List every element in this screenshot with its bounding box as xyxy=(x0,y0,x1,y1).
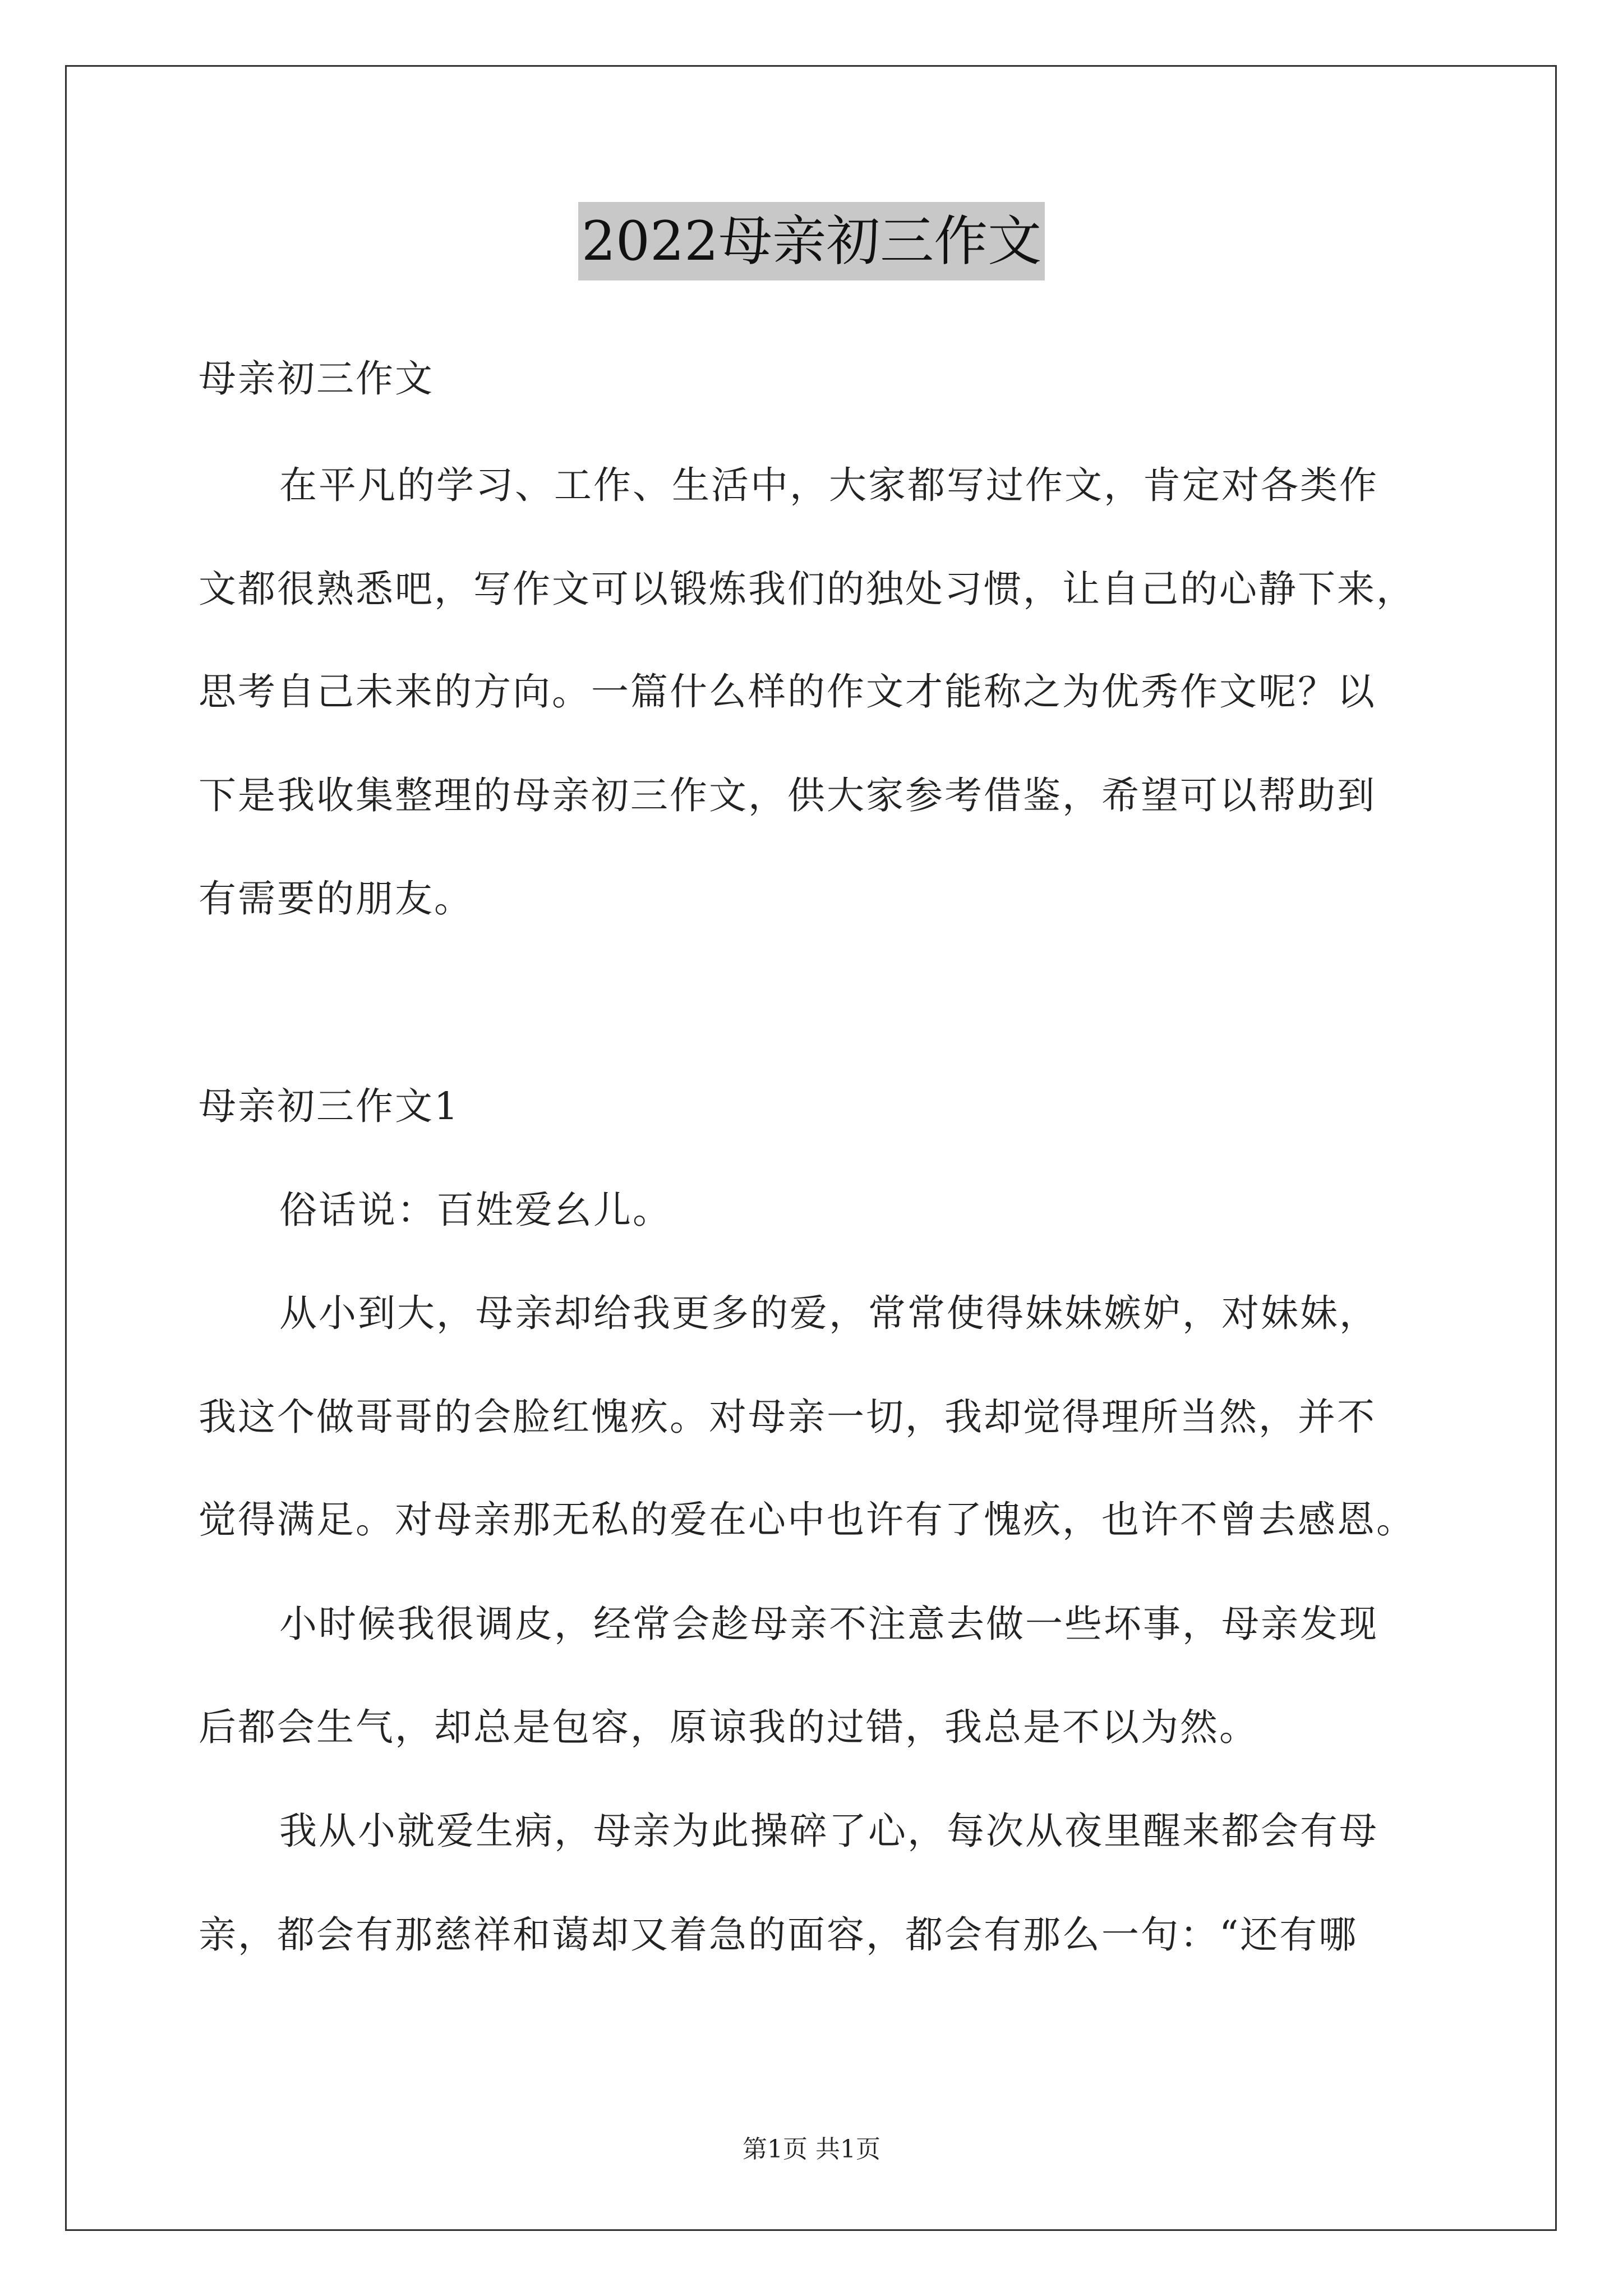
page-footer: 第1页 共1页 xyxy=(743,2135,880,2164)
title-container xyxy=(0,202,1623,280)
paragraph-line: 有需要的朋友。 xyxy=(199,877,473,921)
paragraph-line: 后都会生气，却总是包容，原谅我的过错，我总是不以为然。 xyxy=(199,1705,1258,1749)
paragraph-line: 文都很熟悉吧，写作文可以锻炼我们的独处习惯，让自己的心静下来， xyxy=(199,567,1415,611)
paragraph-line: 觉得满足。对母亲那无私的爱在心中也许有了愧疚，也许不曾去感恩。 xyxy=(199,1498,1415,1542)
paragraph-line: 俗话说：百姓爱幺儿。 xyxy=(279,1188,672,1232)
paragraph-line: 亲，都会有那慈祥和蔼却又着急的面容，都会有那么一句：“还有哪 xyxy=(199,1913,1358,1957)
paragraph-line: 思考自己未来的方向。一篇什么样的作文才能称之为优秀作文呢？以 xyxy=(199,670,1376,714)
document-title: 2022母亲初三作文 xyxy=(578,202,1045,280)
paragraph-line: 下是我收集整理的母亲初三作文，供大家参考借鉴，希望可以帮助到 xyxy=(199,774,1376,817)
paragraph-line: 在平凡的学习、工作、生活中，大家都写过作文，肯定对各类作 xyxy=(279,463,1378,507)
paragraph-line: 我这个做哥哥的会脸红愧疚。对母亲一切，我却觉得理所当然，并不 xyxy=(199,1395,1376,1439)
paragraph-line: 从小到大，母亲却给我更多的爱，常常使得妹妹嫉妒，对妹妹， xyxy=(279,1291,1378,1335)
paragraph-line: 小时候我很调皮，经常会趁母亲不注意去做一些坏事，母亲发现 xyxy=(279,1602,1378,1646)
essay-heading: 母亲初三作文 xyxy=(199,357,434,401)
section-heading: 母亲初三作文1 xyxy=(199,1084,460,1128)
paragraph-line: 我从小就爱生病，母亲为此操碎了心，每次从夜里醒来都会有母 xyxy=(279,1809,1378,1853)
